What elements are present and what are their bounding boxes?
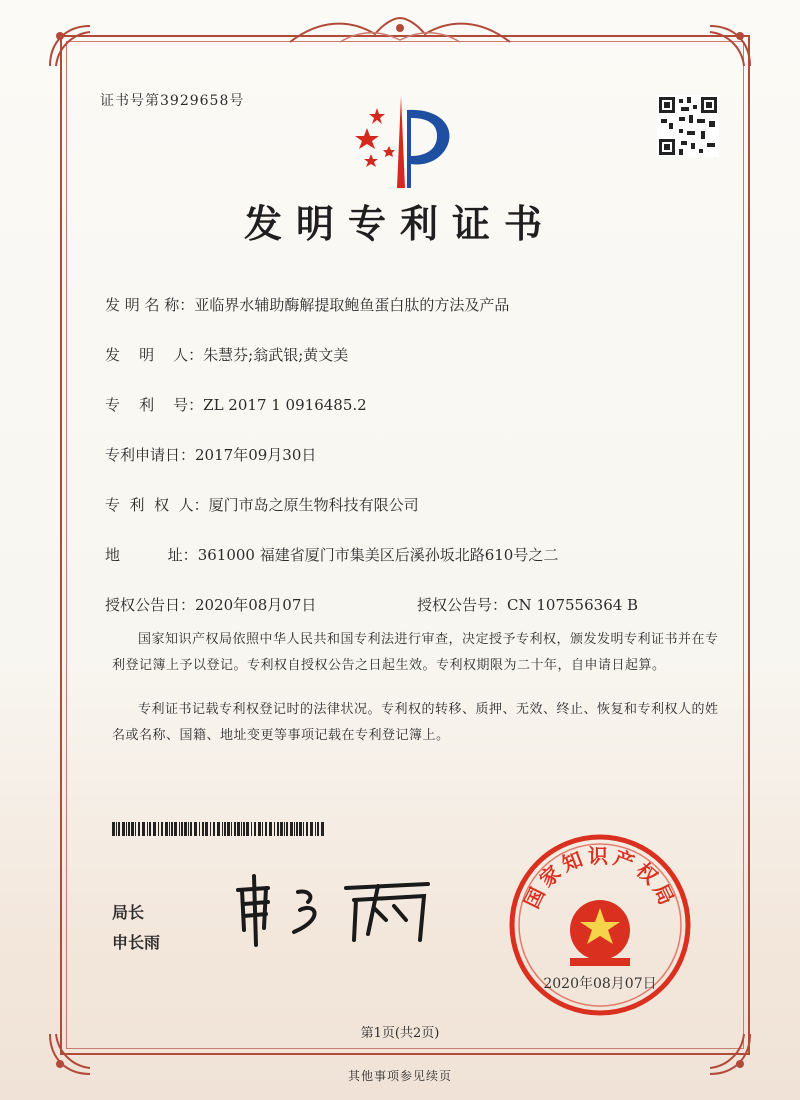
- barcode-bar: [128, 822, 130, 836]
- address-value: 361000 福建省厦门市集美区后溪孙坂北路610号之二: [197, 546, 559, 564]
- inventor-label: 发 明 人：: [105, 346, 204, 364]
- barcode-bar: [294, 822, 295, 836]
- patent-logo-icon: [345, 88, 465, 198]
- barcode-bar: [135, 822, 136, 836]
- barcode-bar: [158, 822, 159, 836]
- barcode-bar: [306, 822, 308, 836]
- barcode-bar: [258, 822, 261, 836]
- barcode-bar: [262, 822, 263, 836]
- page-number: 第1页(共2页): [360, 1026, 440, 1041]
- patent-no-row: [105, 394, 367, 415]
- barcode-bar: [116, 822, 117, 836]
- barcode-bar: [153, 822, 156, 836]
- barcode-bar: [315, 822, 316, 836]
- barcode-bar: [169, 822, 170, 836]
- filing-date-label: 专利申请日：: [105, 446, 196, 464]
- invention-name-label: 发 明 名 称：: [105, 296, 195, 314]
- patent-no-label: 专 利 号：: [105, 396, 204, 414]
- patent-no-value: ZL 2017 1 0916485.2: [203, 396, 367, 414]
- seal-date: 2020年08月07日: [543, 976, 657, 992]
- barcode-bar: [122, 822, 125, 836]
- barcode-bar: [277, 822, 279, 836]
- patentee-value: 厦门市岛之原生物科技有限公司: [208, 496, 419, 514]
- barcode-bar: [161, 822, 163, 836]
- barcode-bar: [171, 822, 173, 836]
- barcode-bar: [138, 822, 140, 836]
- barcode-bar: [251, 822, 252, 836]
- barcode-bar: [222, 822, 223, 836]
- corner-ornament-icon: [46, 22, 94, 70]
- barcode-bar: [265, 822, 267, 836]
- barcode-bar: [237, 822, 240, 836]
- barcode-bar: [303, 822, 304, 836]
- barcode-bar: [165, 822, 168, 836]
- barcode-bar: [199, 822, 200, 836]
- patentee-row: [105, 494, 419, 515]
- statement-paragraph-1: 国家知识产权局依照中华人民共和国专利法进行审查，决定授予专利权，颁发发明专利证书并在专利登记簿上予以登记。专利权自授权公告之日起生效。专利权期限为二十年，自申请日起算。: [112, 632, 719, 673]
- certificate-number: 证书号第3929658号: [100, 93, 245, 109]
- barcode-bar: [217, 822, 220, 836]
- barcode-bar: [112, 822, 115, 836]
- signature-icon: [228, 870, 438, 950]
- invention-name-value: 亚临界水辅助酶解提取鲍鱼蛋白肽的方法及产品: [194, 296, 510, 314]
- official-seal-icon: [505, 830, 695, 1020]
- barcode-bar: [202, 822, 204, 836]
- barcode-bar: [290, 822, 293, 836]
- barcode-bar: [174, 822, 177, 836]
- barcode-bar: [241, 822, 242, 836]
- barcode-bar: [184, 822, 187, 836]
- barcode-bar: [243, 822, 245, 836]
- inventor-value: 朱慧芬;翁武银;黄文美: [203, 346, 349, 364]
- patentee-label: 专 利 权 人：: [105, 496, 209, 514]
- filing-date-value: 2017年09月30日: [195, 446, 317, 464]
- address-row: [105, 544, 558, 565]
- barcode-bar: [299, 822, 302, 836]
- barcode-bar: [142, 822, 145, 836]
- grant-no-label: 授权公告号：: [417, 596, 508, 614]
- grant-date-value: 2020年08月07日: [195, 596, 317, 614]
- grant-no-value: CN 107556364 B: [507, 596, 639, 614]
- barcode-bar: [317, 822, 319, 836]
- barcode-bar: [286, 822, 288, 836]
- barcode-bar: [194, 822, 197, 836]
- barcode-bar: [254, 822, 256, 836]
- barcode-bar: [126, 822, 127, 836]
- grant-date-row: [105, 594, 316, 615]
- barcode-bar: [188, 822, 189, 836]
- top-ornament-icon: [280, 14, 520, 48]
- barcode-bar: [280, 822, 283, 836]
- barcode-bar: [213, 822, 215, 836]
- director-title: 局长: [112, 903, 145, 922]
- barcode-bar: [131, 822, 134, 836]
- barcode-bar: [118, 822, 120, 836]
- barcode-bar: [296, 822, 298, 836]
- invention-name-row: [105, 294, 509, 315]
- corner-ornament-icon: [706, 22, 754, 70]
- barcode-bar: [205, 822, 208, 836]
- barcode-icon: [112, 822, 326, 836]
- barcode-bar: [234, 822, 236, 836]
- statement-paragraph-2: 专利证书记载专利权登记时的法律状况。专利权的转移、质押、无效、终止、恢复和专利权人的姓名或名称、国籍、地址变更等事项记载在专利登记簿上。: [112, 702, 719, 743]
- barcode-bar: [231, 822, 232, 836]
- grant-no-row: [417, 594, 638, 615]
- barcode-bar: [210, 822, 211, 836]
- qr-code-icon: [657, 95, 719, 157]
- barcode-bar: [321, 822, 324, 836]
- inventor-row: [105, 344, 348, 365]
- grant-date-label: 授权公告日：: [105, 596, 196, 614]
- filing-date-row: [105, 444, 316, 465]
- barcode-bar: [274, 822, 275, 836]
- barcode-bar: [190, 822, 192, 836]
- barcode-bar: [179, 822, 180, 836]
- director-block: [112, 898, 160, 958]
- director-name: 申长雨: [112, 933, 161, 952]
- address-label: 地 址：: [105, 546, 198, 564]
- barcode-bar: [269, 822, 272, 836]
- footer-note: 其他事项参见续页: [347, 1069, 452, 1083]
- barcode-bar: [149, 822, 151, 836]
- barcode-bar: [181, 822, 183, 836]
- certificate-title: 发明专利证书: [243, 201, 556, 246]
- barcode-bar: [147, 822, 148, 836]
- barcode-bar: [246, 822, 249, 836]
- barcode-bar: [224, 822, 226, 836]
- barcode-bar: [310, 822, 313, 836]
- barcode-bar: [284, 822, 285, 836]
- seal-text: 国家知识产权局: [519, 844, 681, 913]
- barcode-bar: [227, 822, 230, 836]
